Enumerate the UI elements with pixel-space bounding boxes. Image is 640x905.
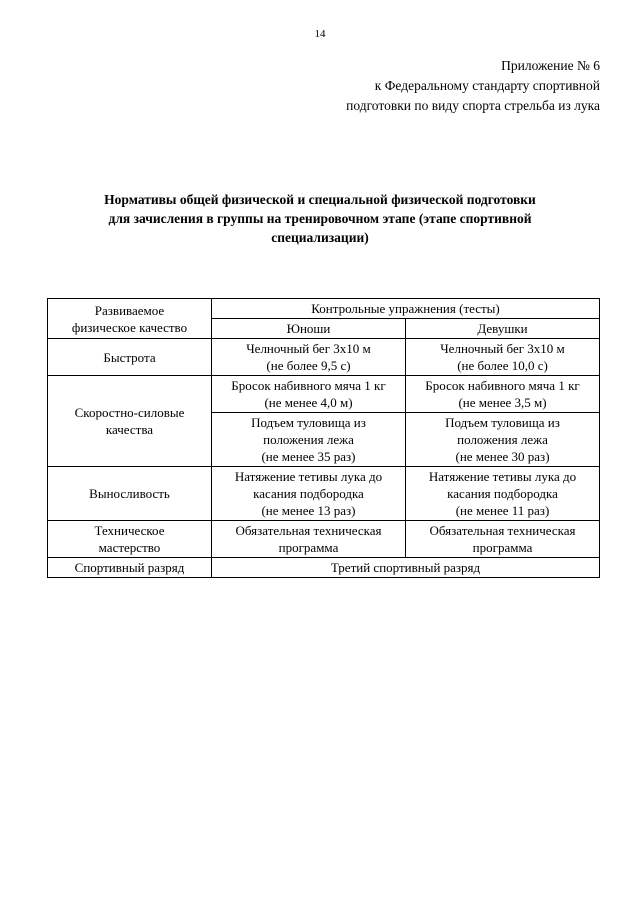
ball-throw-boys-cell [212, 376, 406, 413]
cell-line: (не менее 11 раз) [455, 503, 550, 518]
cell-line: (не более 10,0 с) [457, 358, 548, 373]
rank-value-cell: Третий спортивный разряд [212, 558, 600, 578]
heading-line-3: специализации) [271, 230, 369, 245]
speed-girls-cell [406, 339, 600, 376]
cell-line: (не менее 30 раз) [455, 449, 550, 464]
header-girls-cell: Девушки [406, 319, 600, 339]
cell-line: программа [278, 540, 339, 555]
cell-line: (не более 9,5 с) [266, 358, 351, 373]
cell-line: Челночный бег 3x10 м [440, 341, 565, 356]
technique-boys-cell [212, 521, 406, 558]
cell-line: Натяжение тетивы лука до [428, 469, 577, 484]
speed-boys-cell [212, 339, 406, 376]
cell-line: Бросок набивного мяча 1 кг [425, 378, 580, 393]
situp-boys-cell [212, 413, 406, 467]
cell-line: (не менее 13 раз) [261, 503, 356, 518]
heading-line-2: для зачисления в группы на тренировочном этапе (этапе спортивной [108, 211, 532, 226]
cell-line: Техническое [94, 523, 165, 538]
appendix-line-1: Приложение № 6 [501, 58, 600, 73]
cell-line: Подъем туловища из [445, 415, 560, 430]
cell-line: Обязательная техническая [429, 523, 576, 538]
cell-line: (не менее 3,5 м) [458, 395, 547, 410]
cell-line: Скоростно-силовые [74, 405, 185, 420]
norms-table [47, 298, 600, 578]
cell-line: Бросок набивного мяча 1 кг [231, 378, 386, 393]
table-row [48, 339, 600, 376]
cell-line: программа [472, 540, 533, 555]
cell-line: мастерство [98, 540, 161, 555]
header-boys-cell: Юноши [212, 319, 406, 339]
bow-draw-boys-cell [212, 467, 406, 521]
cell-line: Подъем туловища из [251, 415, 366, 430]
cell-line: (не менее 4,0 м) [264, 395, 353, 410]
header-quality-line-2: физическое качество [71, 319, 188, 335]
table-row [48, 521, 600, 558]
header-tests-cell: Контрольные упражнения (тесты) [212, 299, 600, 319]
table-row [48, 376, 600, 413]
table-header-row [48, 299, 600, 319]
document-heading [60, 190, 580, 247]
quality-rank-cell: Спортивный разряд [48, 558, 212, 578]
cell-line: Челночный бег 3x10 м [246, 341, 371, 356]
quality-endurance-cell: Выносливость [48, 467, 212, 521]
technique-girls-cell [406, 521, 600, 558]
situp-girls-cell [406, 413, 600, 467]
ball-throw-girls-cell [406, 376, 600, 413]
header-quality-cell [48, 299, 212, 339]
cell-line: Обязательная техническая [235, 523, 382, 538]
quality-technique-cell [48, 521, 212, 558]
appendix-reference [300, 56, 600, 116]
bow-draw-girls-cell [406, 467, 600, 521]
header-quality-line-1: Развиваемое [94, 302, 165, 318]
heading-line-1: Нормативы общей физической и специальной физической подготовки [104, 192, 536, 207]
quality-speed-cell: Быстрота [48, 339, 212, 376]
cell-line: положения лежа [457, 432, 548, 447]
cell-line: положения лежа [263, 432, 354, 447]
cell-line: (не менее 35 раз) [261, 449, 356, 464]
table-row [48, 558, 600, 578]
page-number: 14 [314, 28, 326, 40]
appendix-line-3: подготовки по виду спорта стрельба из лука [346, 98, 600, 113]
quality-speed-strength-cell [48, 376, 212, 467]
table-row [48, 467, 600, 521]
cell-line: Натяжение тетивы лука до [234, 469, 383, 484]
cell-line: касания подбородка [253, 486, 364, 501]
appendix-line-2: к Федеральному стандарту спортивной [374, 78, 600, 93]
cell-line: качества [105, 422, 154, 437]
cell-line: касания подбородка [447, 486, 558, 501]
